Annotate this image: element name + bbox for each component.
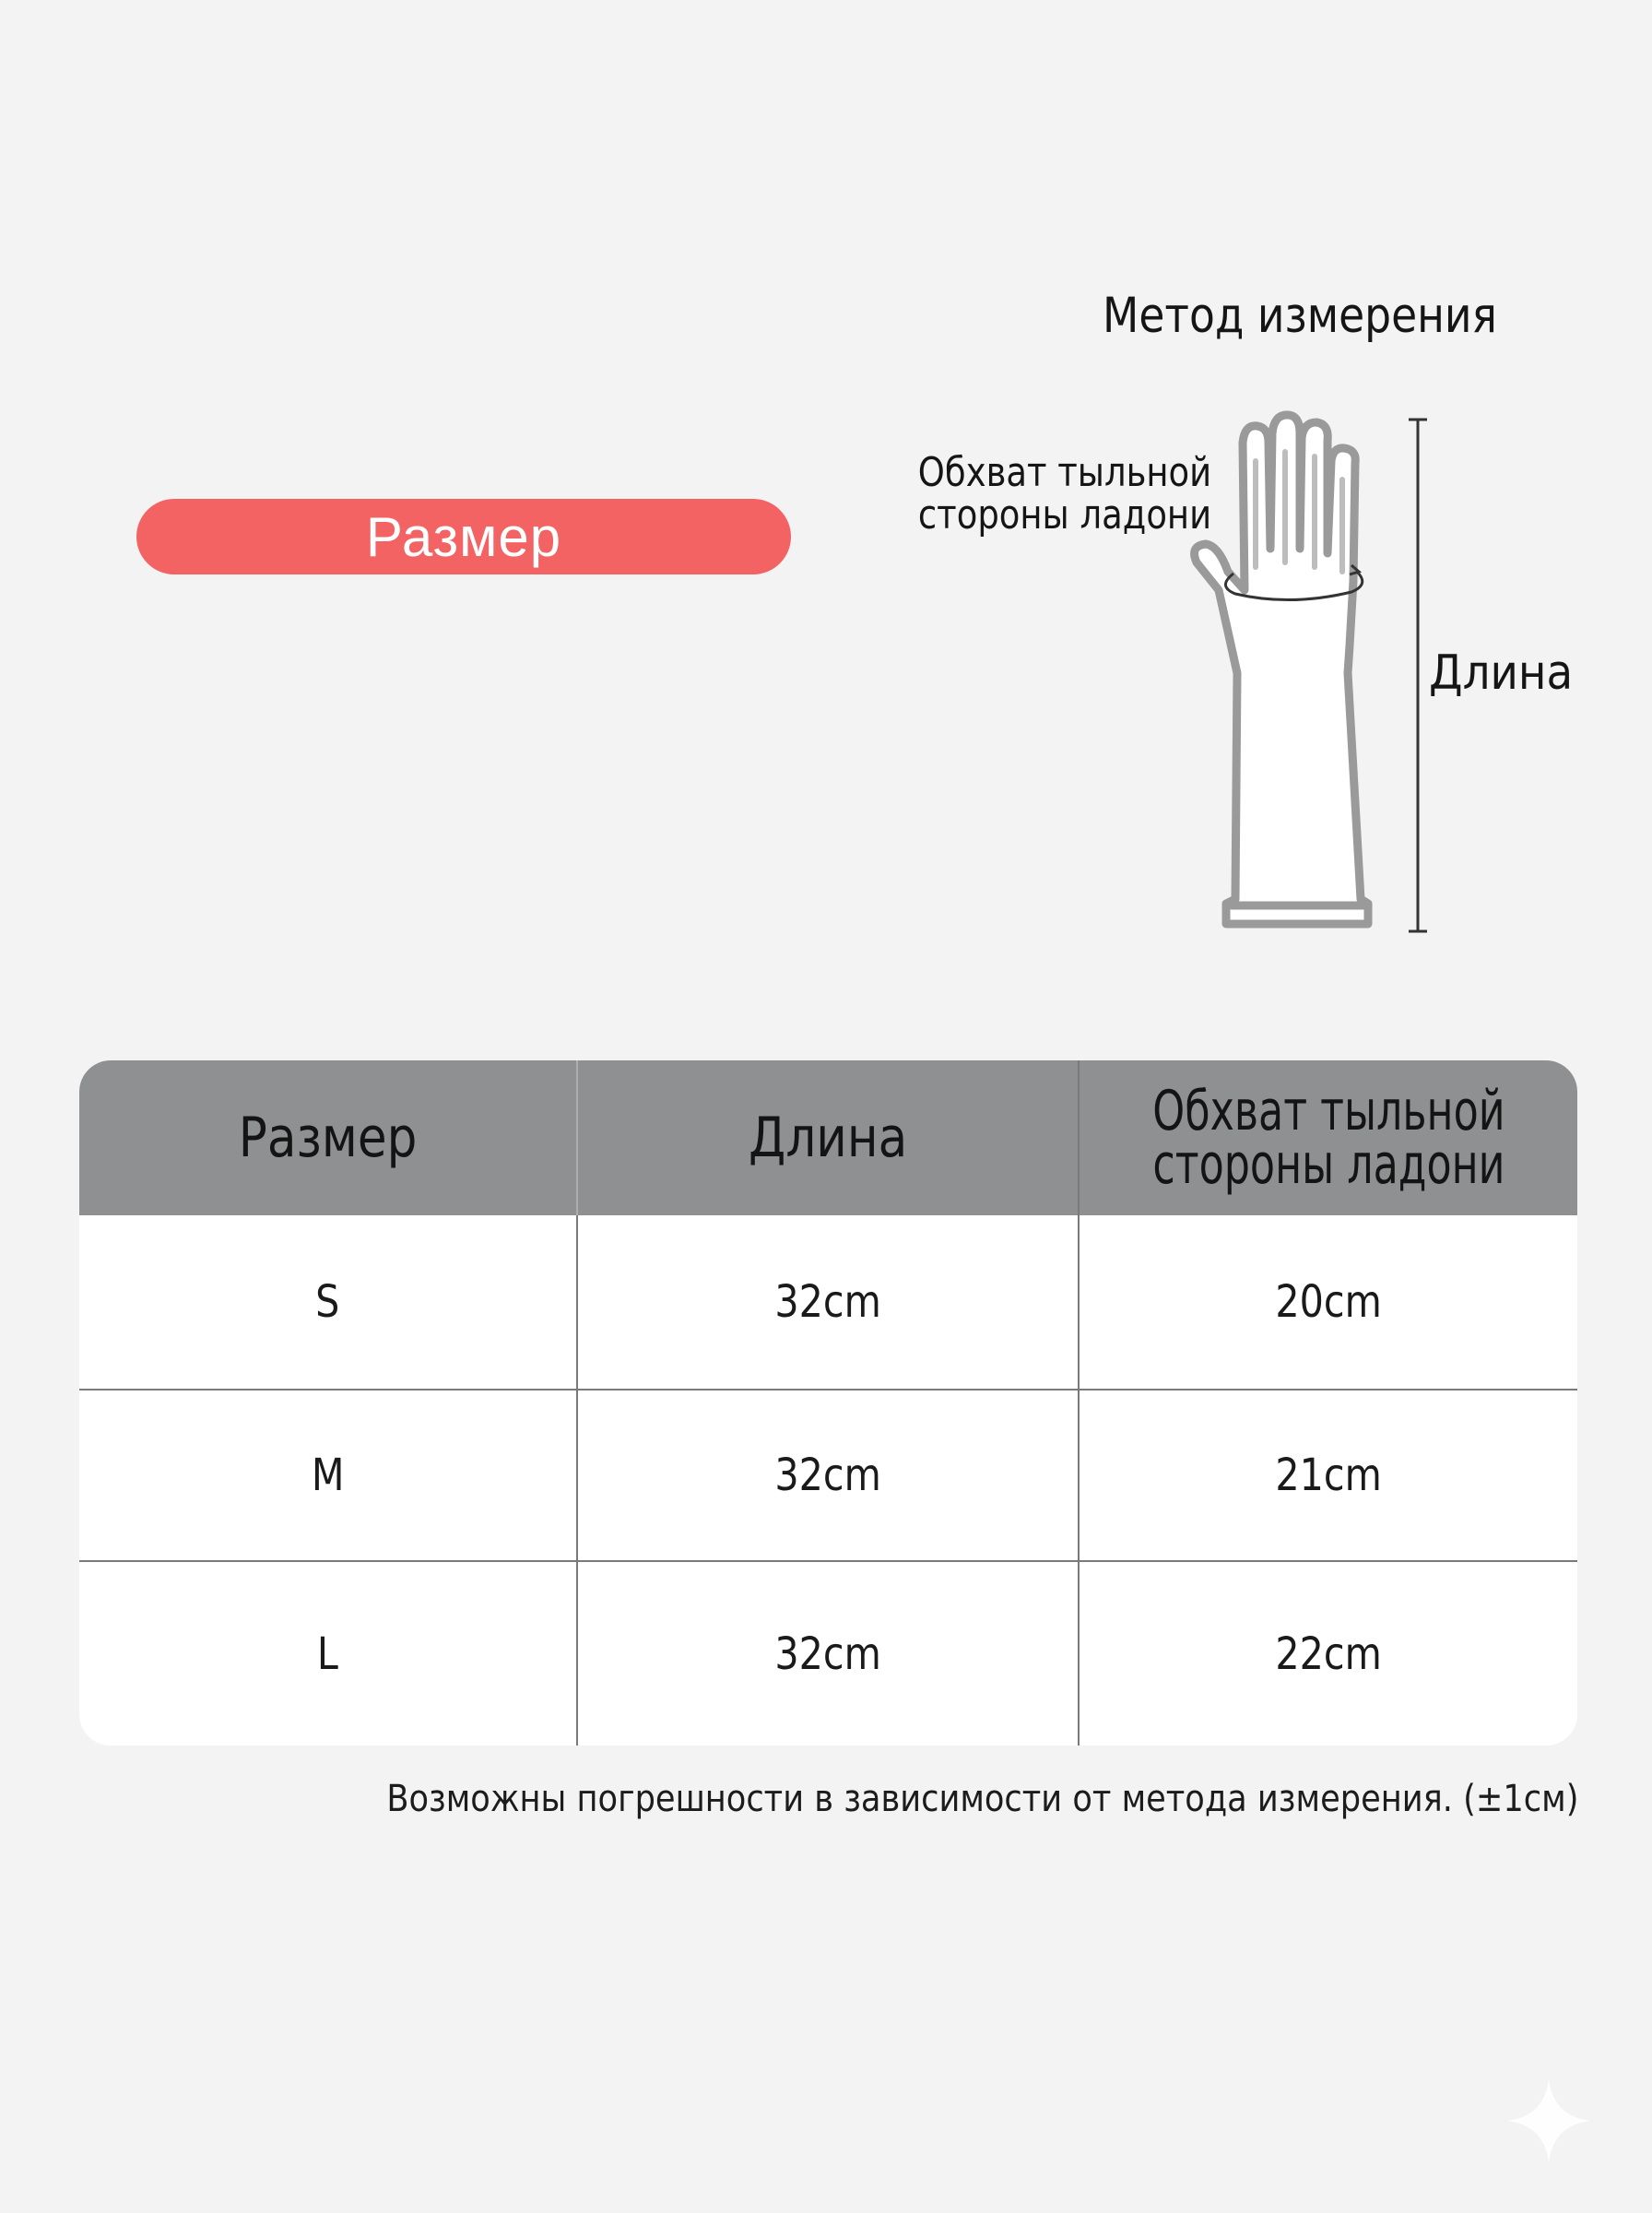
cell-length-text: 32cm <box>774 1627 881 1680</box>
cell-girth-text: 20cm <box>1275 1276 1382 1328</box>
length-label: Длина <box>1429 645 1574 701</box>
cell-length <box>578 1389 1080 1560</box>
header-length-text: Длина <box>748 1106 908 1170</box>
cell-girth <box>1080 1560 1577 1746</box>
sparkle-icon <box>1503 2075 1595 2167</box>
girth-label-line1: Обхват тыльной <box>917 449 1212 496</box>
cell-size-text: S <box>315 1276 340 1328</box>
cell-length-text: 32cm <box>774 1276 881 1328</box>
size-pill-label: Размер <box>365 505 562 568</box>
cell-girth-text: 21cm <box>1275 1450 1382 1501</box>
cell-length-text: 32cm <box>774 1450 881 1501</box>
glove-diagram <box>1143 396 1438 950</box>
header-girth-line2: стороны ладони <box>1151 1132 1505 1197</box>
length-bracket-icon <box>1409 420 1427 931</box>
cell-girth <box>1080 1389 1577 1560</box>
measurement-note: Возможны погрешности в зависимости от метода измерения. (±1см) <box>385 1778 1578 1820</box>
cell-length <box>578 1560 1080 1746</box>
header-size <box>79 1060 578 1215</box>
cell-size-text: L <box>316 1627 339 1680</box>
girth-label-line2: стороны ладони <box>917 491 1212 538</box>
cell-length <box>578 1215 1080 1389</box>
cell-girth <box>1080 1215 1577 1389</box>
header-girth-text <box>1124 1079 1533 1197</box>
cell-size <box>79 1215 578 1389</box>
header-size-text: Размер <box>238 1106 418 1170</box>
header-girth-line1: Обхват тыльной <box>1151 1079 1505 1143</box>
header-length <box>578 1060 1080 1215</box>
cell-size <box>79 1389 578 1560</box>
header-girth <box>1080 1060 1577 1215</box>
size-table <box>79 1060 1577 1746</box>
cell-girth-text: 22cm <box>1275 1627 1382 1680</box>
measurement-method-title: Метод измерения <box>1103 288 1497 344</box>
cell-size <box>79 1560 578 1746</box>
size-pill <box>136 499 791 574</box>
cell-size-text: M <box>311 1450 345 1501</box>
